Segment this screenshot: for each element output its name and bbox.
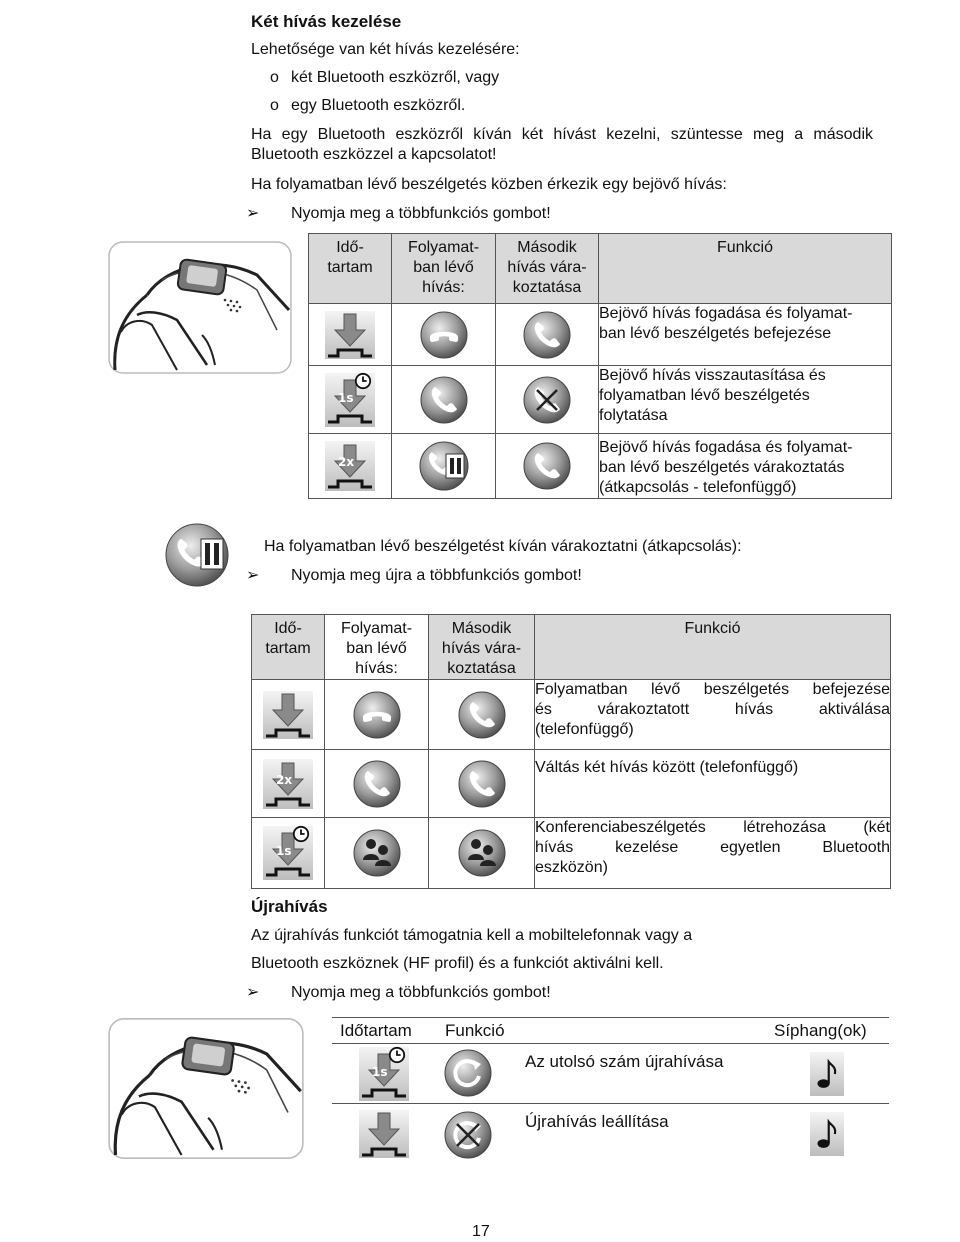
header-duration: Idő- tartam: [309, 234, 392, 304]
call-handling-table: [308, 233, 892, 499]
header-function: Funkció: [435, 1018, 764, 1044]
svg-text:1s: 1s: [338, 390, 354, 405]
function-cell: Bejövő hívás fogadása és folyamat- ban lévő beszélgetés befejezése: [599, 304, 892, 366]
function-cell: Váltás két hívás között (telefonfüggő): [535, 750, 891, 818]
press-1s-icon: [262, 825, 314, 881]
headset-illustration: [107, 1015, 305, 1162]
phone-icon: [352, 759, 402, 809]
bullet-item: egy Bluetooth eszközről.: [291, 97, 466, 114]
bullet-mark: o: [270, 97, 279, 114]
redial-icon: [443, 1048, 493, 1098]
function-cell: Konferenciabeszélgetés létrehozása (két hívás kezelése egyetlen Bluetooth eszközön): [535, 818, 891, 889]
hangup-phone-icon: [419, 310, 469, 360]
svg-text:2x: 2x: [276, 772, 293, 787]
press-arrow-icon: [358, 1109, 410, 1159]
page-number: 17: [472, 1223, 490, 1240]
function-cell: Az utolsó szám újrahívása: [435, 1044, 764, 1104]
header-function: Funkció: [599, 234, 892, 304]
hangup-phone-icon: [352, 690, 402, 740]
instruction-step: Nyomja meg a többfunkciós gombot!: [291, 205, 551, 222]
header-current-call: Folyamat- ban lévő hívás:: [392, 234, 496, 304]
press-1s-icon: [358, 1046, 410, 1102]
table-row: [309, 434, 892, 499]
arrow-bullet-icon: ➢: [246, 205, 260, 222]
phone-icon: [457, 690, 507, 740]
paragraph: Ha folyamatban lévő beszélgetés közben érkezik egy bejövő hívás:: [251, 176, 727, 193]
paragraph-line: Az újrahívás funkciót támogatnia kell a mobiltelefonnak vagy a: [251, 927, 693, 944]
table-row: [252, 680, 891, 750]
paragraph-line: Ha egy Bluetooth eszközről kíván két hívást kezelni, szüntesse meg a második: [251, 126, 873, 143]
svg-text:1s: 1s: [276, 844, 292, 858]
function-cell: Újrahívás leállítása: [435, 1104, 764, 1164]
table-row: [309, 366, 892, 434]
phone-reject-icon: [522, 375, 572, 425]
function-cell: Folyamatban lévő beszélgetés befejezése és várakoztatott hívás aktiválása (telefonfüggő): [535, 680, 891, 750]
press-2x-icon: [324, 440, 376, 492]
function-cell: Bejövő hívás fogadása és folyamat- ban lévő beszélgetés várakoztatás (átkapcsolás - telefonfüggő): [599, 434, 892, 499]
instruction-step: Nyomja meg a többfunkciós gombot!: [291, 984, 551, 1001]
table-row: [332, 1044, 889, 1104]
phone-hold-icon: [163, 521, 231, 589]
paragraph-line: Bluetooth eszköznek (HF profil) és a funkciót aktiválni kell.: [251, 955, 664, 972]
hold-instruction: Ha folyamatban lévő beszélgetést kíván várakoztatni (átkapcsolás):: [264, 538, 742, 555]
phone-icon: [457, 759, 507, 809]
arrow-bullet-icon: ➢: [246, 984, 260, 1001]
phone-icon: [522, 310, 572, 360]
tone-note-icon: [810, 1112, 844, 1156]
table-row: [252, 818, 891, 889]
press-1s-icon: [324, 372, 376, 428]
header-second-call: Második hívás vára- koztatása: [429, 615, 535, 680]
phone-icon: [522, 441, 572, 491]
header-duration: Időtartam: [332, 1018, 435, 1044]
intro-text: Lehetősége van két hívás kezelésére:: [251, 41, 520, 58]
tone-note-icon: [810, 1052, 844, 1096]
phone-hold-icon: [418, 440, 470, 492]
bullet-item: két Bluetooth eszközről, vagy: [291, 69, 500, 86]
conference-icon: [352, 828, 402, 878]
press-arrow-icon: [262, 690, 314, 740]
header-duration: Idő- tartam: [252, 615, 325, 680]
bullet-mark: o: [270, 69, 279, 86]
hold-call-table: [251, 614, 891, 889]
press-arrow-icon: [324, 310, 376, 360]
header-tones: Síphang(ok): [764, 1018, 889, 1044]
header-function: Funkció: [535, 615, 891, 680]
headset-illustration: [107, 240, 293, 375]
table-row: [309, 304, 892, 366]
redial-stop-icon: [443, 1110, 493, 1160]
section-title-redial: Újrahívás: [251, 897, 328, 916]
svg-text:2x: 2x: [338, 455, 355, 469]
table-row: [332, 1104, 889, 1164]
header-second-call: Második hívás vára- koztatása: [496, 234, 599, 304]
instruction-step: Nyomja meg újra a többfunkciós gombot!: [291, 567, 582, 584]
phone-icon: [419, 375, 469, 425]
function-cell: Bejövő hívás visszautasítása és folyamatban lévő beszélgetés folytatása: [599, 366, 892, 434]
conference-icon: [457, 828, 507, 878]
redial-table: [332, 1017, 889, 1164]
svg-text:1s: 1s: [371, 1064, 387, 1079]
table-row: [252, 750, 891, 818]
press-2x-icon: [262, 758, 314, 810]
arrow-bullet-icon: ➢: [246, 567, 260, 584]
section-title-two-calls: Két hívás kezelése: [251, 12, 402, 31]
paragraph-line: Bluetooth eszközzel a kapcsolatot!: [251, 146, 497, 163]
header-current-call: Folyamat- ban lévő hívás:: [325, 615, 429, 680]
